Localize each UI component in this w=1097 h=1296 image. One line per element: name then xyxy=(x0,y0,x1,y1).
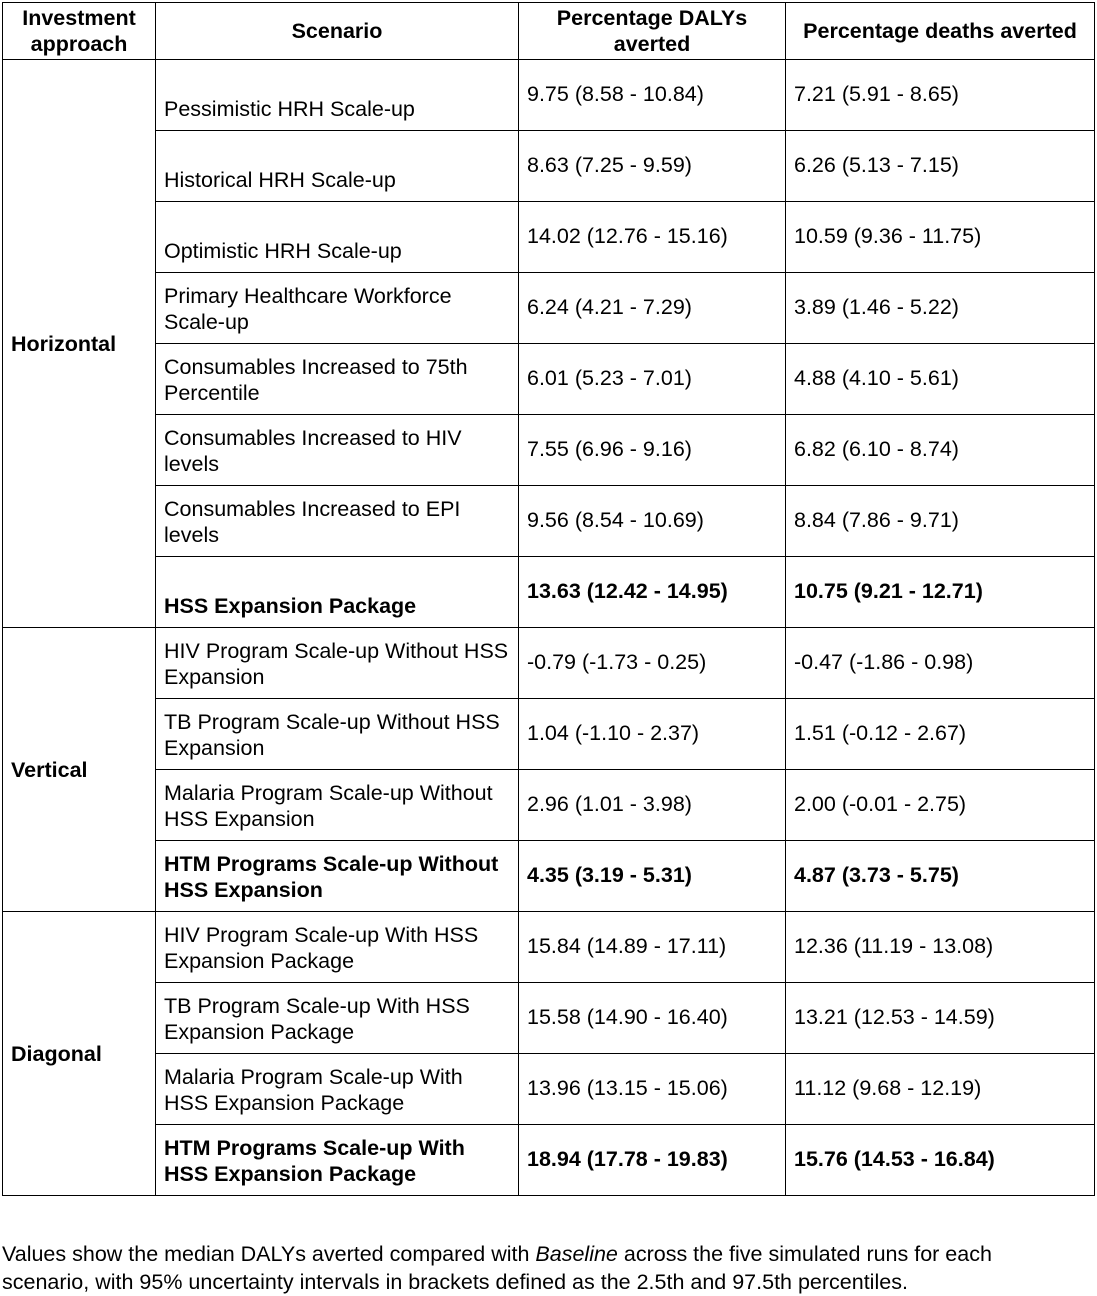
header-scenario: Scenario xyxy=(156,3,519,60)
scenario-cell: HIV Program Scale-up With HSS Expansion Package xyxy=(156,912,519,983)
dalys-averted-cell: 6.01 (5.23 - 7.01) xyxy=(519,344,786,415)
deaths-averted-cell: 11.12 (9.68 - 12.19) xyxy=(786,1054,1095,1125)
deaths-averted-cell: 2.00 (-0.01 - 2.75) xyxy=(786,770,1095,841)
table-footnote xyxy=(2,1240,1082,1296)
deaths-averted-cell: 12.36 (11.19 - 13.08) xyxy=(786,912,1095,983)
scenario-cell: Malaria Program Scale-up With HSS Expansion Package xyxy=(156,1054,519,1125)
scenario-cell: Consumables Increased to 75th Percentile xyxy=(156,344,519,415)
scenario-cell: Pessimistic HRH Scale-up xyxy=(156,60,519,131)
table-row xyxy=(3,415,1095,486)
scenario-cell: HSS Expansion Package xyxy=(156,557,519,628)
dalys-averted-cell: 8.63 (7.25 - 9.59) xyxy=(519,131,786,202)
dalys-averted-cell: 7.55 (6.96 - 9.16) xyxy=(519,415,786,486)
results-table xyxy=(2,2,1095,1196)
investment-approach-cell: Diagonal xyxy=(3,912,156,1196)
scenario-cell: TB Program Scale-up Without HSS Expansion xyxy=(156,699,519,770)
table-row xyxy=(3,131,1095,202)
header-row xyxy=(3,3,1095,60)
deaths-averted-cell: 10.59 (9.36 - 11.75) xyxy=(786,202,1095,273)
deaths-averted-cell: 3.89 (1.46 - 5.22) xyxy=(786,273,1095,344)
dalys-averted-cell: 15.84 (14.89 - 17.11) xyxy=(519,912,786,983)
table-row xyxy=(3,983,1095,1054)
scenario-cell: Primary Healthcare Workforce Scale-up xyxy=(156,273,519,344)
dalys-averted-cell: -0.79 (-1.73 - 0.25) xyxy=(519,628,786,699)
scenario-cell: Malaria Program Scale-up Without HSS Expansion xyxy=(156,770,519,841)
dalys-averted-cell: 9.75 (8.58 - 10.84) xyxy=(519,60,786,131)
table-row xyxy=(3,699,1095,770)
table-row xyxy=(3,1054,1095,1125)
deaths-averted-cell: 4.87 (3.73 - 5.75) xyxy=(786,841,1095,912)
deaths-averted-cell: 7.21 (5.91 - 8.65) xyxy=(786,60,1095,131)
deaths-averted-cell: 4.88 (4.10 - 5.61) xyxy=(786,344,1095,415)
deaths-averted-cell: 6.82 (6.10 - 8.74) xyxy=(786,415,1095,486)
scenario-cell: Optimistic HRH Scale-up xyxy=(156,202,519,273)
investment-approach-cell: Vertical xyxy=(3,628,156,912)
deaths-averted-cell: 15.76 (14.53 - 16.84) xyxy=(786,1125,1095,1196)
scenario-cell: Consumables Increased to HIV levels xyxy=(156,415,519,486)
table-row xyxy=(3,841,1095,912)
footnote-italic-baseline: Baseline xyxy=(535,1241,618,1266)
table-row xyxy=(3,202,1095,273)
investment-approach-cell: Horizontal xyxy=(3,60,156,628)
table-row xyxy=(3,486,1095,557)
dalys-averted-cell: 14.02 (12.76 - 15.16) xyxy=(519,202,786,273)
table-row xyxy=(3,1125,1095,1196)
table-body xyxy=(3,60,1095,1196)
table-row xyxy=(3,60,1095,131)
scenario-cell: HTM Programs Scale-up Without HSS Expansion xyxy=(156,841,519,912)
scenario-cell: HIV Program Scale-up Without HSS Expansion xyxy=(156,628,519,699)
table-row xyxy=(3,770,1095,841)
dalys-averted-cell: 13.96 (13.15 - 15.06) xyxy=(519,1054,786,1125)
footnote-text-after: across the five simulated runs for each scenario, with 95% uncertainty intervals in brackets defined as the 2.5th and 97.5th percentiles. xyxy=(2,1241,992,1294)
dalys-averted-cell: 6.24 (4.21 - 7.29) xyxy=(519,273,786,344)
dalys-averted-cell: 18.94 (17.78 - 19.83) xyxy=(519,1125,786,1196)
scenario-cell: HTM Programs Scale-up With HSS Expansion Package xyxy=(156,1125,519,1196)
table-row xyxy=(3,557,1095,628)
deaths-averted-cell: 1.51 (-0.12 - 2.67) xyxy=(786,699,1095,770)
scenario-cell: Consumables Increased to EPI levels xyxy=(156,486,519,557)
deaths-averted-cell: 6.26 (5.13 - 7.15) xyxy=(786,131,1095,202)
table-row xyxy=(3,912,1095,983)
header-investment-approach: Investment approach xyxy=(3,3,156,60)
footnote-text-before: Values show the median DALYs averted compared with xyxy=(2,1241,536,1266)
scenario-cell: TB Program Scale-up With HSS Expansion Package xyxy=(156,983,519,1054)
dalys-averted-cell: 4.35 (3.19 - 5.31) xyxy=(519,841,786,912)
dalys-averted-cell: 13.63 (12.42 - 14.95) xyxy=(519,557,786,628)
deaths-averted-cell: 13.21 (12.53 - 14.59) xyxy=(786,983,1095,1054)
dalys-averted-cell: 9.56 (8.54 - 10.69) xyxy=(519,486,786,557)
deaths-averted-cell: -0.47 (-1.86 - 0.98) xyxy=(786,628,1095,699)
header-dalys-averted: Percentage DALYs averted xyxy=(519,3,786,60)
dalys-averted-cell: 15.58 (14.90 - 16.40) xyxy=(519,983,786,1054)
dalys-averted-cell: 2.96 (1.01 - 3.98) xyxy=(519,770,786,841)
dalys-averted-cell: 1.04 (-1.10 - 2.37) xyxy=(519,699,786,770)
scenario-cell: Historical HRH Scale-up xyxy=(156,131,519,202)
deaths-averted-cell: 8.84 (7.86 - 9.71) xyxy=(786,486,1095,557)
deaths-averted-cell: 10.75 (9.21 - 12.71) xyxy=(786,557,1095,628)
table-row xyxy=(3,344,1095,415)
table-row xyxy=(3,628,1095,699)
header-deaths-averted: Percentage deaths averted xyxy=(786,3,1095,60)
table-row xyxy=(3,273,1095,344)
